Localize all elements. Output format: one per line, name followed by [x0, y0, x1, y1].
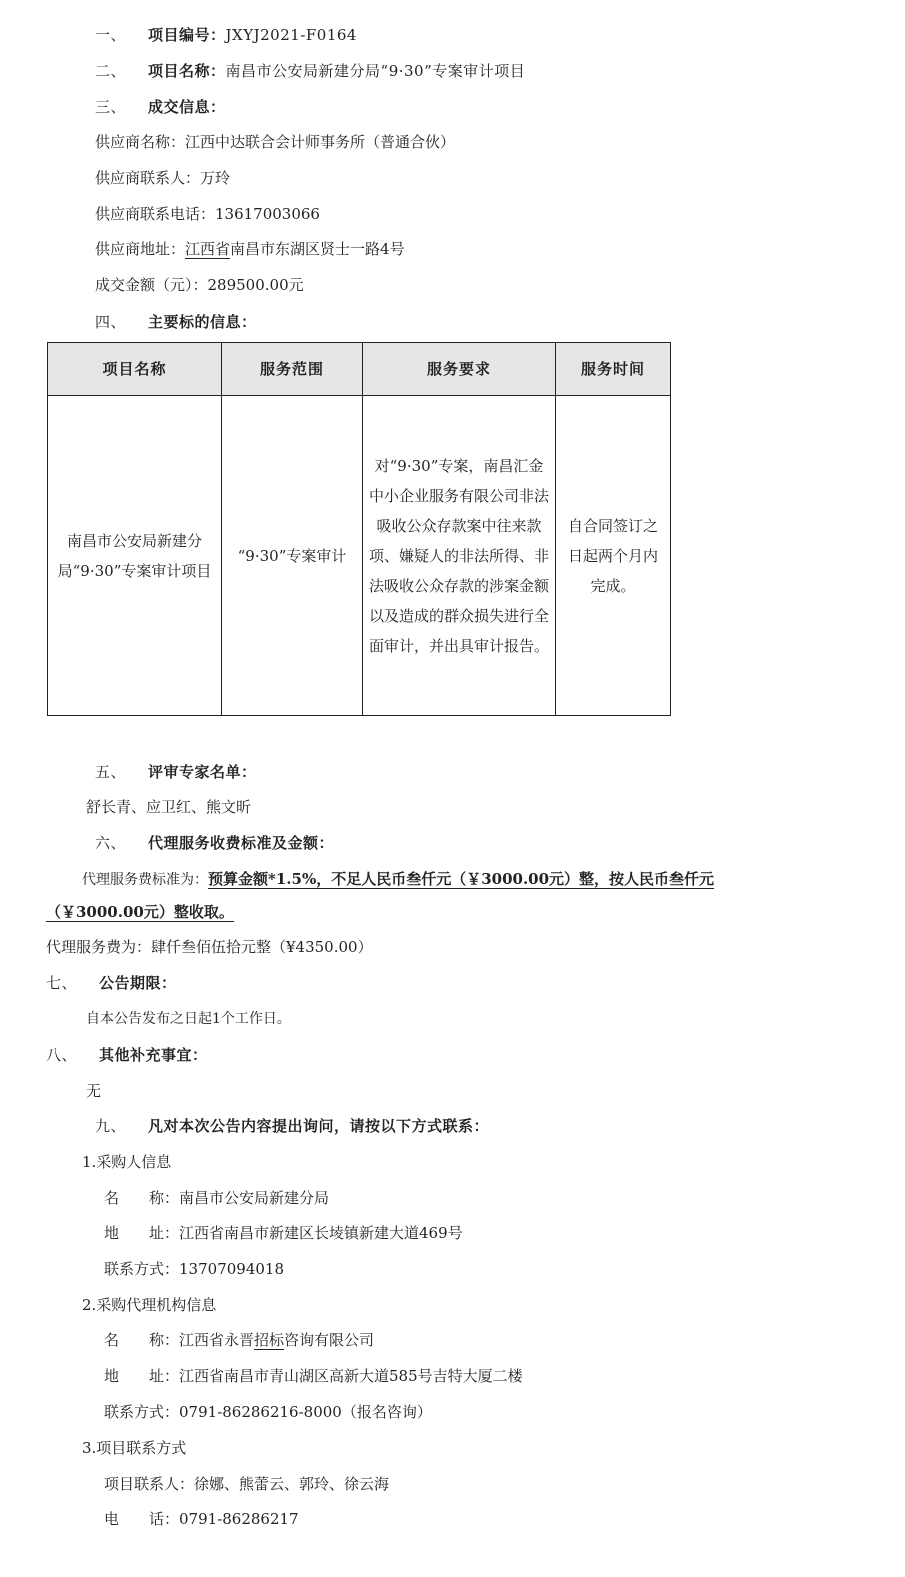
section-label: 凡对本次公告内容提出询问，请按以下方式联系： [148, 1117, 490, 1135]
agency-contact [104, 1402, 432, 1422]
field-label: 联系方式： [104, 1260, 180, 1278]
fee-standard-label: 代理服务费标准为： [82, 872, 208, 888]
cell-service-time: 自合同签订之日起两个月内完成。 [556, 396, 671, 716]
cell-project-name: 南昌市公安局新建分局“9·30”专案审计项目 [48, 396, 222, 716]
purchaser-contact [104, 1259, 284, 1279]
section-number: 二、 [95, 62, 127, 80]
section-label: 其他补充事宜： [99, 1046, 208, 1064]
fee-standard-value-cont: （￥3000.00元）整收取。 [46, 903, 234, 921]
field-label: 电 话： [104, 1510, 180, 1528]
address-underlined: 江西省 [185, 240, 231, 258]
header-service-scope: 服务范围 [222, 343, 363, 396]
agency-address [104, 1366, 523, 1386]
section-number: 五、 [95, 763, 127, 781]
address-label: 供应商地址： [95, 240, 186, 258]
section-number: 七、 [46, 974, 78, 992]
agency-name [104, 1330, 374, 1350]
field-label: 地 址： [104, 1367, 180, 1385]
purchaser-title: 1.采购人信息 [82, 1153, 172, 1171]
section-number: 六、 [95, 834, 127, 852]
header-service-time: 服务时间 [556, 343, 671, 396]
section-label: 主要标的信息： [148, 313, 257, 331]
field-value: 徐娜、熊蕾云、郭玲、徐云海 [194, 1475, 390, 1493]
field-value: 咨询有限公司 [284, 1331, 375, 1349]
field-value-underlined: 招标 [254, 1331, 285, 1349]
section-label: 评审专家名单： [148, 763, 257, 781]
section-5 [95, 762, 257, 782]
field-label: 地 址： [104, 1224, 180, 1242]
table-header-row [48, 343, 671, 396]
section-4 [95, 312, 257, 332]
supplier-phone: 供应商联系电话：13617003066 [95, 205, 320, 223]
address-rest: 南昌市东湖区贤士一路4号 [230, 240, 405, 258]
section-1 [95, 25, 357, 45]
agency-title: 2.采购代理机构信息 [82, 1296, 217, 1314]
subject-table [47, 342, 671, 716]
supplier-address [95, 239, 405, 259]
section-label: 公告期限： [99, 974, 177, 992]
project-contact-person [104, 1474, 389, 1494]
section-number: 三、 [95, 98, 127, 116]
agency-fee-standard-cont [46, 902, 234, 922]
deal-amount: 成交金额（元）：289500.00元 [95, 276, 304, 294]
agency-fee: 代理服务费为：肆仟叁佰伍拾元整（¥4350.00） [46, 938, 373, 956]
field-value: 13707094018 [179, 1260, 284, 1278]
field-value: 南昌市公安局新建分局 [179, 1189, 330, 1207]
field-label: 项目联系人： [104, 1475, 195, 1493]
field-value: 江西省永晋 [179, 1331, 255, 1349]
section-7 [46, 973, 177, 993]
field-label: 名 称： [104, 1189, 180, 1207]
cell-service-scope: “9·30”专案审计 [222, 396, 363, 716]
fee-standard-value: 预算金额*1.5%，不足人民币叁仟元（￥3000.00元）整，按人民币叁仟元 [208, 870, 715, 888]
project-contact-title: 3.项目联系方式 [82, 1439, 187, 1457]
section-number: 四、 [95, 313, 127, 331]
section-number: 九、 [95, 1117, 127, 1135]
section-label: 成交信息： [148, 98, 226, 116]
section-8 [46, 1045, 208, 1065]
purchaser-address [104, 1223, 463, 1243]
section-9 [95, 1116, 489, 1136]
supplier-name: 供应商名称：江西中达联合会计师事务所（普通合伙） [95, 133, 456, 151]
section-label: 代理服务收费标准及金额： [148, 834, 335, 852]
project-name: 南昌市公安局新建分局“9·30”专案审计项目 [225, 62, 526, 80]
section-3 [95, 97, 226, 117]
field-label: 名 称： [104, 1331, 180, 1349]
field-value: 0791-86286216-8000（报名咨询） [179, 1403, 432, 1421]
project-number: JXYJ2021-F0164 [225, 26, 357, 44]
agency-fee-standard [82, 869, 714, 890]
header-service-requirement: 服务要求 [363, 343, 556, 396]
notice-period: 自本公告发布之日起1个工作日。 [86, 1011, 291, 1027]
supplier-contact: 供应商联系人：万玲 [95, 169, 231, 187]
project-contact-phone [104, 1509, 299, 1529]
header-project-name: 项目名称 [48, 343, 222, 396]
table-row [48, 396, 671, 716]
field-value: 0791-86286217 [179, 1510, 299, 1528]
purchaser-name [104, 1188, 329, 1208]
field-label: 联系方式： [104, 1403, 180, 1421]
cell-service-requirement: 对“9·30”专案，南昌汇金中小企业服务有限公司非法吸收公众存款案中往来款项、嫌疑人的非法所得、非法吸收公众存款的涉案金额以及造成的群众损失进行全面审计，并出具审计报告。 [363, 396, 556, 716]
section-number: 一、 [95, 26, 127, 44]
field-value: 江西省南昌市青山湖区高新大道585号吉特大厦二楼 [179, 1367, 523, 1385]
section-6 [95, 833, 334, 853]
section-label: 项目名称： [148, 62, 226, 80]
field-value: 江西省南昌市新建区长堎镇新建大道469号 [179, 1224, 463, 1242]
expert-list: 舒长青、应卫红、熊文昕 [86, 798, 252, 816]
section-number: 八、 [46, 1046, 78, 1064]
section-label: 项目编号： [148, 26, 226, 44]
section-2 [95, 61, 525, 81]
other-matters: 无 [86, 1082, 102, 1100]
